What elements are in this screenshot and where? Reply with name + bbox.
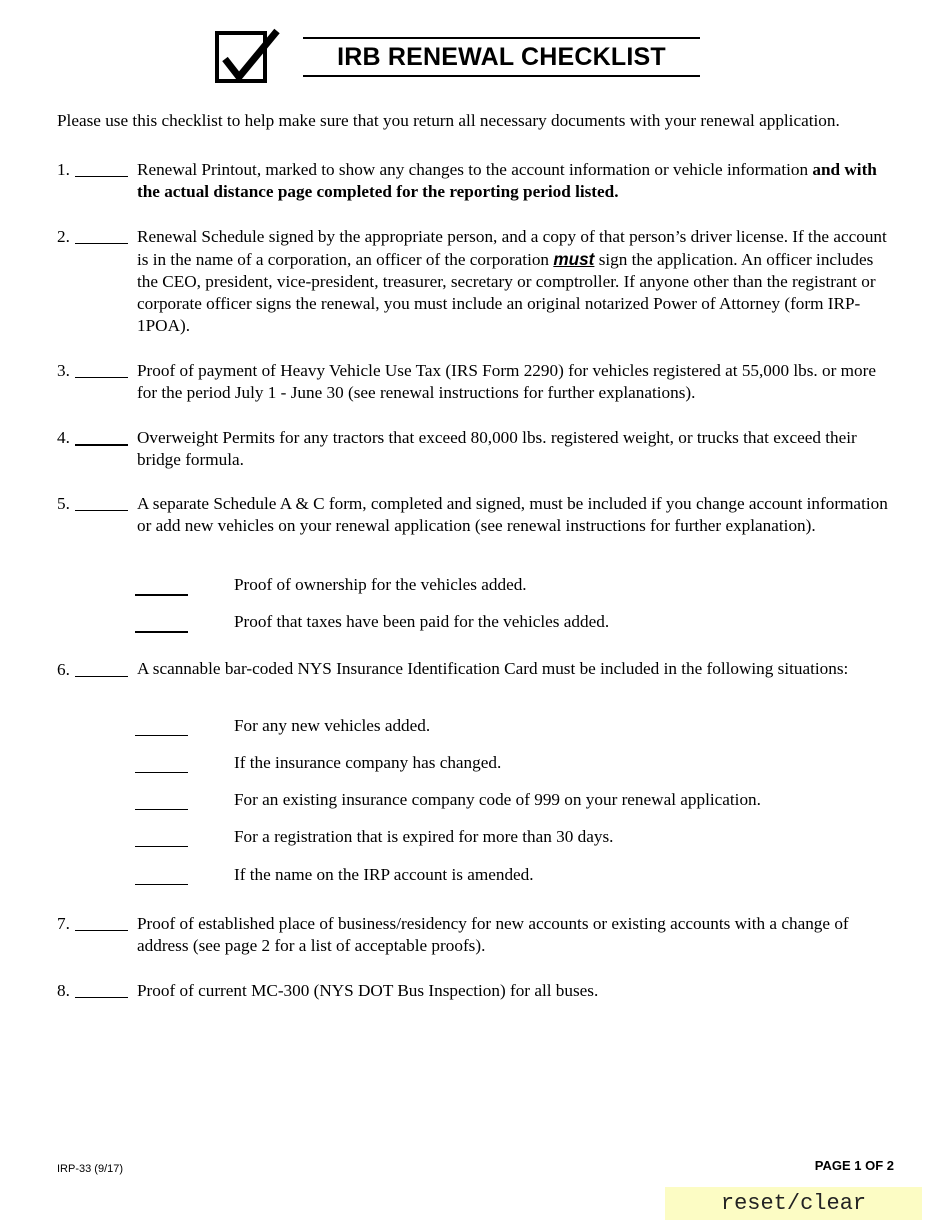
form-code: IRP-33 (9/17) bbox=[57, 1163, 124, 1175]
sub-item-text: Proof of ownership for the vehicles added. bbox=[234, 575, 527, 594]
item-number: 6. bbox=[57, 660, 70, 679]
item-number: 5. bbox=[57, 494, 70, 513]
check-blank[interactable] bbox=[75, 243, 128, 244]
item-number: 8. bbox=[57, 981, 70, 1000]
item-text: Overweight Permits for any tractors that exceed 80,000 lbs. registered weight, or trucks that exceed their bridge formula. bbox=[137, 428, 857, 469]
item-number: 1. bbox=[57, 160, 70, 179]
item-text-part-b: sign the application. An officer includes the CEO, president, vice-president, treasurer, secretary or comptroller. If anyone other than the registrant or corporate officer signs the renewal, you must include an original notarized Power of Attorney (form IRP-1POA). bbox=[137, 250, 876, 335]
item-number: 4. bbox=[57, 428, 70, 447]
sub-item-text: For an existing insurance company code of 999 on your renewal application. bbox=[234, 790, 761, 809]
page-title: IRB RENEWAL CHECKLIST bbox=[337, 42, 666, 71]
item-text-bold: and with the actual distance page completed for the reporting period listed. bbox=[137, 160, 877, 201]
sub-item-text: If the name on the IRP account is amended. bbox=[234, 865, 534, 884]
checkmark-icon bbox=[215, 31, 267, 83]
check-blank[interactable] bbox=[75, 377, 128, 378]
item-text: Proof of current MC-300 (NYS DOT Bus Inspection) for all buses. bbox=[137, 981, 599, 1000]
item-text: A scannable bar-coded NYS Insurance Identification Card must be included in the following situations: bbox=[137, 659, 849, 678]
check-blank[interactable] bbox=[75, 676, 128, 677]
item-text-part-a: Renewal Schedule signed by the appropriate person, and a copy of that person’s driver license. If the account is in the name of a corporation, an officer of the corporation bbox=[137, 227, 887, 269]
sub-item-text: For any new vehicles added. bbox=[234, 716, 431, 735]
sub-item-text: For a registration that is expired for more than 30 days. bbox=[234, 827, 614, 846]
sub-item-text: Proof that taxes have been paid for the vehicles added. bbox=[234, 612, 610, 631]
reset-clear-button[interactable]: reset/clear bbox=[665, 1187, 922, 1220]
emphasis-must: must bbox=[553, 249, 595, 269]
item-number: 2. bbox=[57, 227, 70, 246]
check-blank[interactable] bbox=[75, 176, 128, 177]
item-text bbox=[137, 226, 897, 337]
item-text: Proof of established place of business/residency for new accounts or existing accounts with a change of address (see page 2 for a list of acceptable proofs). bbox=[137, 914, 849, 955]
check-blank[interactable] bbox=[135, 594, 188, 596]
check-blank[interactable] bbox=[135, 884, 188, 885]
title-banner bbox=[303, 37, 700, 77]
intro-text: Please use this checklist to help make sure that you return all necessary documents with your renewal application. bbox=[57, 111, 840, 130]
check-blank[interactable] bbox=[75, 510, 128, 511]
check-blank[interactable] bbox=[135, 735, 188, 736]
item-number: 7. bbox=[57, 914, 70, 933]
check-blank[interactable] bbox=[75, 997, 128, 998]
item-number: 3. bbox=[57, 361, 70, 380]
header bbox=[0, 0, 950, 100]
check-blank[interactable] bbox=[135, 631, 188, 633]
item-text: Proof of payment of Heavy Vehicle Use Tax (IRS Form 2290) for vehicles registered at 55,000 lbs. or more for the period July 1 - June 30 (see renewal instructions for further explanations). bbox=[137, 361, 876, 402]
check-blank[interactable] bbox=[135, 846, 188, 847]
check-blank[interactable] bbox=[75, 444, 128, 446]
item-text: A separate Schedule A & C form, completed and signed, must be included if you change account information or add new vehicles on your renewal application (see renewal instructions for further explanation). bbox=[137, 494, 888, 535]
check-blank[interactable] bbox=[75, 930, 128, 931]
check-blank[interactable] bbox=[135, 772, 188, 773]
check-blank[interactable] bbox=[135, 809, 188, 810]
item-text bbox=[137, 159, 897, 203]
sub-item-text: If the insurance company has changed. bbox=[234, 753, 502, 772]
item-text-regular: Renewal Printout, marked to show any changes to the account information or vehicle information bbox=[137, 160, 813, 179]
page-number: PAGE 1 OF 2 bbox=[814, 1158, 894, 1173]
